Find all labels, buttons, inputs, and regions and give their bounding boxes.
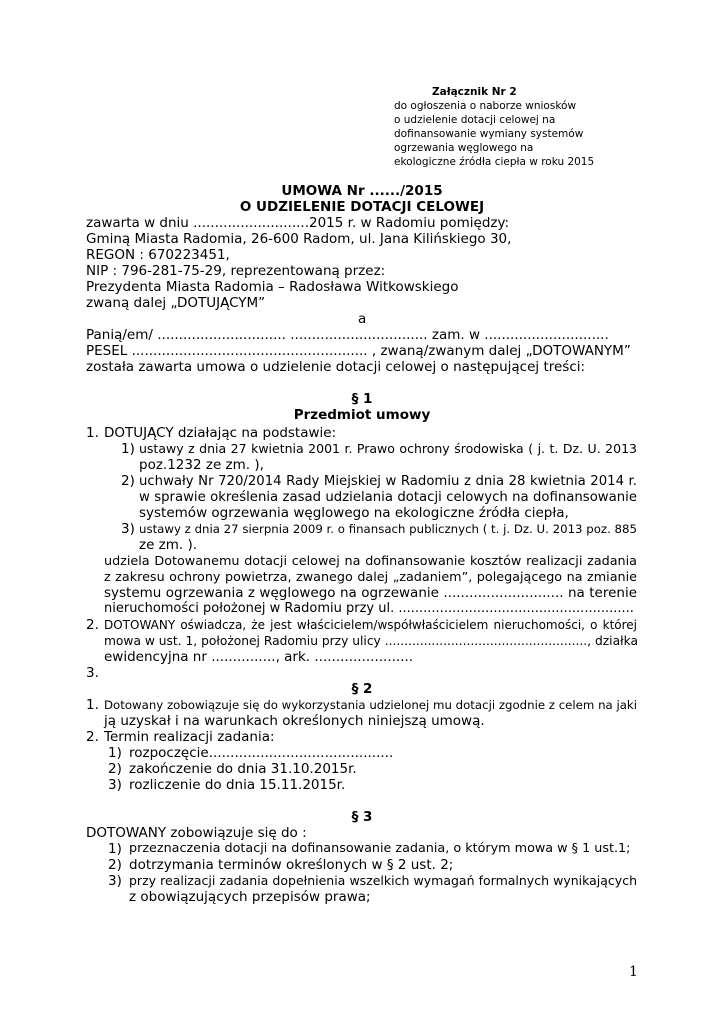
- section-2-paragraph: Dotowany zobowiązuje się do wykorzystania udzielonej mu dotacji zgodnie z celem na jaki: [104, 698, 637, 712]
- agreement-subtitle: O UDZIELENIE DOTACJI CELOWEJ: [239, 199, 485, 215]
- section-1-item: ustawy z dnia 27 kwietnia 2001 r. Prawo ochrony środowiska ( j. t. Dz. U. 2013: [139, 441, 637, 456]
- item-number: 2): [108, 761, 122, 777]
- section-1-item: ustawy z dnia 27 sierpnia 2009 r. o finansach publicznych ( t. j. Dz. U. 2013 poz. 885: [139, 522, 637, 536]
- grant-line: z zakresu ochrony powietrza, zwanego dalej „zadaniem”, polegającego na zmianie: [104, 570, 637, 585]
- item-number: 3): [121, 521, 135, 537]
- section-2-heading: § 2: [351, 681, 373, 697]
- section-2-paragraph: Termin realizacji zadania:: [104, 729, 275, 745]
- parties-line: zwaną dalej „DOTUJĄCYM”: [86, 295, 266, 311]
- parties-line: została zawarta umowa o udzielenie dotacji celowej o następującej treści:: [86, 359, 586, 375]
- parties-line: Gminą Miasta Radomia, 26-600 Radom, ul. Jana Kilińskiego 30,: [86, 231, 512, 247]
- grant-line: systemu ogrzewania z węglowego na ogrzewanie ............................ na terenie: [104, 585, 637, 601]
- section-1-item-cont: poz.1232 ze zm. ),: [139, 457, 264, 473]
- paragraph-number: 2.: [86, 617, 99, 633]
- parties-connector: a: [358, 311, 367, 327]
- section-1-item-cont: systemów ogrzewania węglowego na ekologiczne źródła ciepła,: [139, 505, 569, 521]
- section-3-intro: DOTOWANY zobowiązuje się do :: [86, 825, 307, 841]
- attachment-line: o udzielenie dotacji celowej na: [394, 114, 556, 126]
- section-1-item-cont: w sprawie określenia zasad udzielania dotacji celowych na dofinansowanie: [139, 490, 637, 505]
- parties-line: Panią/em/ .............................. ................................ zam. w .............................: [86, 327, 609, 343]
- section-3-item-cont: z obowiązujących przepisów prawa;: [129, 889, 371, 905]
- paragraph-number: 2.: [86, 729, 99, 745]
- attachment-line: do ogłoszenia o naborze wniosków: [394, 100, 577, 112]
- section-3-heading: § 3: [351, 809, 373, 825]
- section-3-item: przy realizacji zadania dopełnienia wszelkich wymagań formalnych wynikających: [129, 873, 637, 888]
- section-1-item-cont: ze zm. ).: [139, 537, 198, 553]
- section-1-item: uchwały Nr 720/2014 Rady Miejskiej w Radomiu z dnia 28 kwietnia 2014 r.: [139, 474, 637, 489]
- agreement-title: UMOWA Nr ....../2015: [281, 183, 443, 199]
- attachment-note: [394, 85, 694, 169]
- paragraph-number: 1.: [86, 697, 99, 713]
- item-number: 1): [108, 841, 122, 857]
- section-1-paragraph-cont: ewidencyjna nr ..............., ark. .......................: [104, 649, 414, 665]
- item-number: 1): [108, 745, 122, 761]
- item-number: 2): [121, 473, 135, 489]
- grant-line: nieruchomości położonej w Radomiu przy ul. .........................................................: [104, 601, 634, 616]
- section-1-subheading: Przedmiot umowy: [293, 407, 431, 423]
- grant-line: udziela Dotowanemu dotacji celowej na dofinansowanie kosztów realizacji zadania: [104, 554, 637, 569]
- attachment-line: ekologiczne źródła ciepła w roku 2015: [394, 156, 595, 168]
- paragraph-number: 1.: [86, 425, 99, 441]
- parties-line: REGON : 670223451,: [86, 247, 230, 263]
- attachment-title: Załącznik Nr 2: [432, 86, 517, 98]
- section-3-item: przeznaczenia dotacji na dofinansowanie zadania, o którym mowa w § 1 ust.1;: [129, 841, 631, 856]
- item-number: 3): [108, 777, 122, 793]
- term-settlement: rozliczenie do dnia 15.11.2015r.: [129, 777, 346, 793]
- item-number: 2): [108, 857, 122, 873]
- paragraph-number: 3.: [86, 665, 99, 681]
- attachment-line: dofinansowanie wymiany systemów: [394, 128, 584, 140]
- term-start: rozpoczęcie...........................................: [129, 745, 394, 761]
- item-number: 3): [108, 873, 122, 889]
- page-number: 1: [629, 964, 638, 980]
- parties-line: Prezydenta Miasta Radomia – Radosława Witkowskiego: [86, 279, 459, 295]
- parties-line: NIP : 796-281-75-29, reprezentowaną przez:: [86, 263, 386, 279]
- attachment-line: ogrzewania węglowego na: [394, 142, 534, 154]
- section-3-item: dotrzymania terminów określonych w § 2 ust. 2;: [129, 857, 454, 873]
- section-2-paragraph-cont: ją uzyskał i na warunkach określonych niniejszą umową.: [104, 713, 485, 729]
- section-1-paragraph-cont: mowa w ust. 1, położonej Radomiu przy ulicy ...................................................., działka: [104, 634, 638, 648]
- section-1-paragraph: DOTUJĄCY działając na podstawie:: [104, 425, 337, 441]
- parties-line: zawarta w dniu ...........................2015 r. w Radomiu pomiędzy:: [86, 215, 510, 231]
- item-number: 1): [121, 441, 135, 457]
- term-end: zakończenie do dnia 31.10.2015r.: [129, 761, 357, 777]
- section-1-paragraph: DOTOWANY oświadcza, że jest właścicielem/współwłaścicielem nieruchomości, o której: [104, 618, 637, 632]
- section-1-heading: § 1: [351, 391, 373, 407]
- parties-line: PESEL ....................................................... , zwaną/zwanym dalej „DOTOWANYM”: [86, 343, 631, 359]
